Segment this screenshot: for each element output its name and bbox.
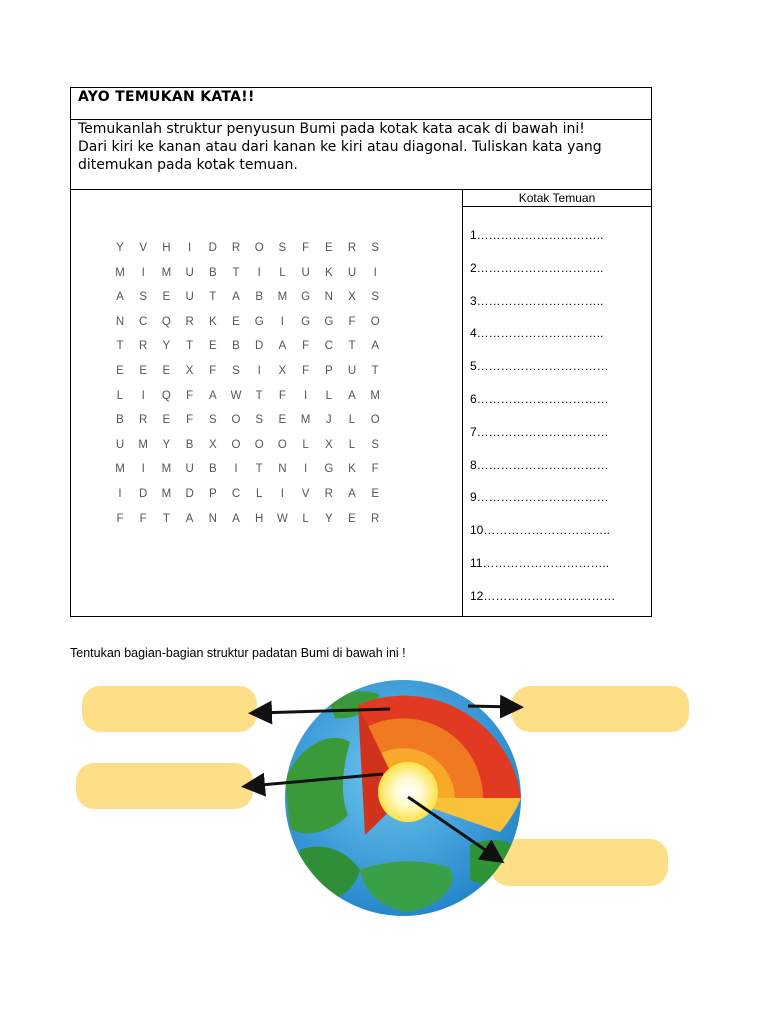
instruction-line-2: Dari kiri ke kanan atau dari kanan ke kiri atau diagonal. Tuliskan kata yang (78, 139, 602, 155)
word-search-letter[interactable]: L (116, 389, 124, 402)
word-search-letter[interactable]: A (116, 291, 124, 304)
arrow-to-label-3 (468, 706, 515, 707)
word-search-letter[interactable]: A (232, 512, 240, 525)
word-search-letter[interactable]: X (278, 365, 287, 377)
answer-line[interactable]: 9…………………………… (470, 490, 609, 505)
word-search-letter[interactable]: T (371, 365, 379, 377)
word-search-letter[interactable]: F (186, 389, 194, 402)
answer-line[interactable]: 11………………………….. (470, 556, 610, 570)
word-search-letter[interactable]: M (115, 463, 125, 476)
word-search-letter[interactable]: I (141, 389, 145, 402)
word-search-letter[interactable]: X (324, 438, 333, 451)
word-search-letter[interactable]: M (161, 266, 172, 279)
word-search-letter[interactable]: R (139, 414, 148, 427)
word-search-letter[interactable]: C (324, 340, 333, 353)
word-search-letter[interactable]: U (347, 266, 357, 279)
word-search-letter[interactable]: I (118, 488, 122, 500)
word-search-letter[interactable]: U (301, 266, 310, 279)
word-search-letter[interactable]: B (232, 340, 240, 353)
word-search-letter[interactable]: E (208, 340, 217, 353)
word-search-letter[interactable]: U (185, 291, 194, 304)
answer-line[interactable]: 6…………………………… (470, 392, 609, 406)
word-search-letter[interactable]: E (162, 414, 171, 427)
word-search-letter[interactable]: Y (162, 438, 171, 451)
word-search-letter[interactable]: A (371, 340, 380, 353)
word-search-letter[interactable]: I (187, 242, 192, 254)
word-search-letter[interactable]: I (373, 266, 377, 279)
word-search-letter[interactable]: D (208, 242, 217, 254)
word-search-letter[interactable]: W (230, 389, 242, 402)
word-search-letter[interactable]: H (255, 512, 264, 525)
word-search-letter[interactable]: X (348, 291, 356, 304)
word-search-letter[interactable]: E (162, 365, 171, 377)
word-search-letter[interactable]: U (347, 365, 357, 377)
word-search-letter[interactable]: E (278, 414, 287, 427)
word-search-letter[interactable]: A (348, 488, 356, 500)
word-search-letter[interactable]: E (324, 242, 333, 254)
word-search-letter[interactable]: A (232, 291, 240, 304)
word-search-letter[interactable]: F (302, 242, 310, 254)
word-search-letter[interactable]: E (371, 488, 380, 500)
word-search-letter[interactable]: N (278, 463, 287, 476)
word-search-letter[interactable]: A (185, 512, 194, 525)
word-search-letter[interactable]: K (324, 266, 333, 279)
word-search-letter[interactable]: M (370, 389, 380, 402)
word-search-letter[interactable]: S (139, 291, 148, 304)
word-search-letter[interactable]: G (301, 291, 311, 304)
word-search-letter[interactable]: M (161, 463, 172, 476)
word-search-letter[interactable]: S (208, 414, 217, 427)
answer-line[interactable]: 8…………………………… (470, 457, 609, 472)
word-search-letter[interactable]: R (371, 512, 380, 525)
word-search-letter[interactable]: E (162, 291, 171, 304)
answer-line[interactable]: 3………………………….. (470, 293, 604, 308)
word-search-letter[interactable]: C (139, 315, 148, 328)
word-search-letter[interactable]: A (278, 340, 287, 353)
word-search-letter[interactable]: I (280, 315, 284, 328)
word-search-letter[interactable]: F (371, 463, 379, 476)
word-search-letter[interactable]: R (185, 315, 194, 328)
word-search-letter[interactable]: F (278, 389, 286, 402)
word-search-letter[interactable]: X (208, 438, 217, 451)
word-search-letter[interactable]: O (370, 414, 380, 427)
word-search-letter[interactable]: E (348, 512, 356, 525)
word-search-letter[interactable]: V (301, 488, 310, 500)
word-search-letter[interactable]: M (138, 438, 148, 451)
word-search-letter[interactable]: O (231, 438, 241, 451)
word-search-letter[interactable]: N (324, 291, 333, 304)
word-search-letter[interactable]: L (302, 512, 309, 525)
word-search-letter[interactable]: H (162, 242, 171, 254)
globe (285, 680, 525, 916)
word-search-letter[interactable]: S (232, 365, 240, 377)
word-search-letter[interactable]: R (324, 488, 333, 500)
instruction-line-3: ditemukan pada kotak temuan. (78, 157, 298, 173)
worksheet-title: AYO TEMUKAN KATA!! (78, 89, 255, 105)
word-search-letter[interactable]: T (162, 512, 170, 525)
word-search-letter[interactable]: K (348, 463, 356, 476)
word-search-letter[interactable]: T (348, 340, 356, 353)
word-search-letter[interactable]: I (303, 463, 308, 476)
word-search-letter[interactable]: M (277, 291, 288, 304)
word-search-letter[interactable]: P (208, 488, 217, 500)
word-search-letter[interactable]: N (208, 512, 217, 525)
answer-line[interactable]: 7…………………………… (470, 424, 609, 439)
word-search-letter[interactable]: R (347, 242, 357, 254)
word-search-letter[interactable]: O (277, 438, 287, 451)
word-search-letter[interactable]: O (254, 242, 264, 254)
word-search-letter[interactable]: Y (324, 512, 333, 525)
word-search-letter[interactable]: I (280, 488, 284, 500)
word-search-letter[interactable]: Q (161, 315, 171, 328)
word-search-letter[interactable]: G (324, 315, 334, 328)
word-search-letter[interactable]: B (185, 438, 194, 451)
word-search-letter[interactable]: I (257, 365, 261, 377)
answer-line[interactable]: 2………………………….. (470, 260, 604, 275)
word-search-letter[interactable]: R (139, 340, 148, 353)
word-search-letter[interactable]: T (255, 389, 263, 402)
word-search-letter[interactable]: T (116, 340, 124, 353)
word-search-letter[interactable]: L (302, 438, 309, 451)
answer-line[interactable]: 1………………………….. (470, 228, 604, 242)
word-search-letter[interactable]: L (325, 389, 332, 402)
word-search-letter[interactable]: O (231, 414, 241, 427)
word-search-letter[interactable]: G (324, 463, 334, 476)
word-search-letter[interactable]: W (276, 512, 288, 525)
word-search-letter[interactable]: U (115, 438, 125, 451)
word-search-letter[interactable]: F (302, 365, 310, 377)
word-search-letter[interactable]: U (185, 266, 194, 279)
word-search-letter[interactable]: N (115, 315, 125, 328)
word-search-letter[interactable]: O (254, 438, 264, 451)
word-search-letter[interactable]: U (185, 463, 194, 476)
word-search-letter[interactable]: L (279, 266, 286, 279)
word-search-letter[interactable]: E (232, 315, 240, 328)
word-search-letter[interactable]: F (209, 365, 217, 377)
instruction-line-1: Temukanlah struktur penyusun Bumi pada kotak kata acak di bawah ini! (78, 121, 585, 137)
word-search-letter[interactable]: Y (116, 242, 124, 254)
word-search-letter[interactable]: J (325, 414, 332, 427)
word-search-letter[interactable]: G (254, 315, 264, 328)
word-search-letter[interactable]: C (231, 488, 241, 500)
earth-structure-diagram (0, 660, 768, 1024)
answer-line[interactable]: 4………………………….. (470, 326, 604, 341)
word-search-letter[interactable]: I (141, 463, 145, 476)
kotak-header-divider (462, 206, 652, 207)
word-search-letter[interactable]: I (141, 266, 145, 279)
word-search-letter[interactable]: V (139, 242, 148, 254)
answer-line[interactable]: 5…………………………… (470, 359, 609, 374)
word-search-letter[interactable]: I (303, 389, 308, 402)
word-search-letter[interactable]: L (255, 488, 263, 500)
word-search-letter[interactable]: R (231, 242, 241, 254)
word-search-letter[interactable]: T (255, 463, 263, 476)
word-search-letter[interactable]: M (300, 414, 311, 427)
instructions-box (70, 119, 652, 190)
diagram-prompt: Tentukan bagian-bagian struktur padatan Bumi di bawah ini ! (70, 646, 406, 660)
worksheet-title-box (70, 87, 652, 120)
word-search-letter[interactable]: S (371, 291, 380, 304)
word-search-letter[interactable]: E (116, 365, 124, 377)
answer-line[interactable]: 12…………………………… (470, 588, 616, 603)
word-search-letter[interactable]: P (324, 365, 333, 377)
word-search-letter[interactable]: X (185, 365, 194, 377)
kotak-temuan-title: Kotak Temuan (518, 191, 596, 205)
word-search-letter[interactable]: L (348, 414, 356, 427)
word-search-letter[interactable]: A (208, 389, 217, 402)
word-search-letter[interactable]: M (115, 266, 125, 279)
word-search-letter[interactable]: T (209, 291, 217, 304)
word-search-letter[interactable]: T (232, 266, 240, 279)
word-search-letter[interactable]: B (255, 291, 264, 304)
word-search-letter[interactable]: F (186, 414, 194, 427)
word-search-letter[interactable]: I (234, 463, 238, 476)
word-search-letter[interactable]: F (302, 340, 310, 353)
word-search-letter[interactable]: O (370, 315, 380, 328)
word-search-letter[interactable]: A (348, 389, 356, 402)
word-search-letter[interactable]: S (278, 242, 287, 254)
word-search-letter[interactable]: Q (161, 389, 171, 402)
word-search-letter[interactable]: L (348, 438, 356, 451)
word-search-letter[interactable]: K (208, 315, 217, 328)
word-search-letter[interactable]: G (301, 315, 311, 328)
word-search-letter[interactable]: E (139, 365, 148, 377)
word-search-letter[interactable]: D (255, 340, 264, 353)
word-search-letter[interactable]: I (257, 266, 261, 279)
word-search-letter[interactable]: S (255, 414, 264, 427)
word-search-letter[interactable]: D (139, 488, 148, 500)
word-search-letter[interactable]: B (116, 414, 124, 427)
word-search-letter[interactable]: F (139, 512, 147, 525)
column-divider (462, 189, 463, 617)
answer-line[interactable]: 10………………………….. (470, 523, 611, 538)
word-search-letter[interactable]: D (185, 488, 194, 500)
word-search-letter[interactable]: F (348, 315, 356, 328)
word-search-letter[interactable]: S (371, 438, 380, 451)
word-search-letter[interactable]: B (208, 266, 217, 279)
word-search-letter[interactable]: F (116, 512, 124, 525)
word-search-letter[interactable]: B (208, 463, 217, 476)
word-search-letter[interactable]: M (161, 488, 172, 500)
word-search-letter[interactable]: T (186, 340, 194, 353)
instructions-text (78, 120, 602, 174)
word-search-letter[interactable]: S (371, 242, 380, 254)
word-search-letter[interactable]: Y (162, 340, 171, 353)
